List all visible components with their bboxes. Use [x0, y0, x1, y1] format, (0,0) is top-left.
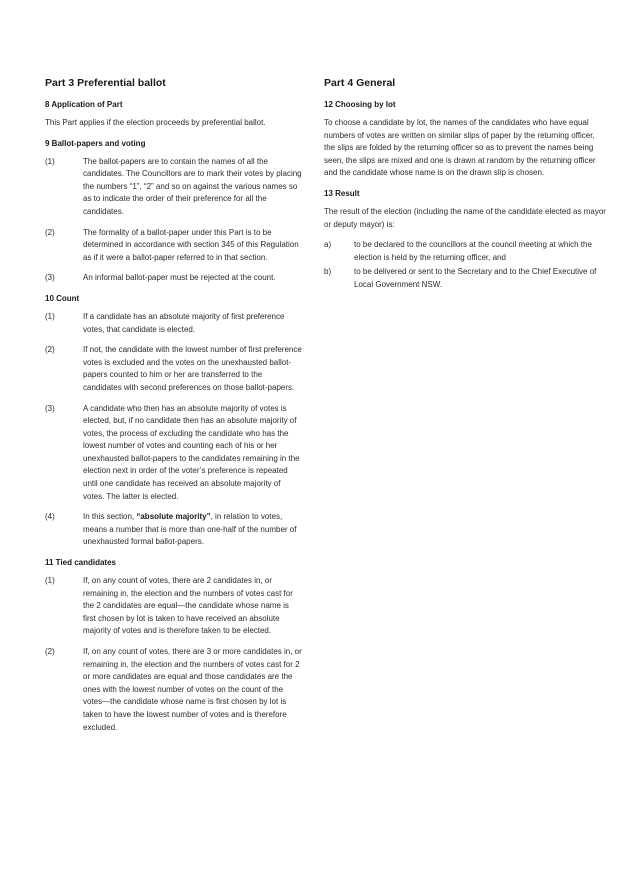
item-text-after: , in relation to votes, means a number that is more than one-half of the number of unexhausted formal ballot-papers.: [83, 512, 297, 547]
section-13-heading: 13 Result: [324, 188, 360, 198]
right-column: [324, 76, 606, 294]
section-9-item: [45, 156, 303, 219]
item-number: (1): [45, 311, 55, 321]
item-text: to be declared to the councillors at the council meeting at which the election is held by the returning officer, and: [354, 240, 592, 262]
section-11-item: [45, 575, 303, 638]
item-text: If, on any count of votes, there are 3 or more candidates in, or remaining in, the election and the numbers of votes cast for 2 or more candidates are equal and those candidates are the ones with the lowest number of votes on the count of the votes—the candidate whose name is first chosen by lot is taken to have the lowest number of votes and is therefore excluded.: [83, 647, 302, 732]
item-number: (2): [45, 227, 55, 237]
item-number: (4): [45, 512, 55, 522]
section-10-heading: 10 Count: [45, 293, 80, 303]
section-9-item: [45, 227, 303, 265]
item-text: The ballot-papers are to contain the names of all the candidates. The Councillors are to mark their votes by placing the numbers “1”, “2” and so on against the various names so as to indicate the order of their preference for all the candidates.: [83, 156, 302, 216]
section-9-heading: 9 Ballot-papers and voting: [45, 138, 146, 148]
item-letter: b): [324, 267, 332, 277]
section-13-text: The result of the election (including the name of the candidate elected as mayor or deputy mayor) is:: [324, 206, 606, 229]
section-13-item: [324, 266, 606, 291]
item-letter: a): [324, 240, 332, 250]
section-11-heading: 11 Tied candidates: [45, 558, 116, 568]
section-8-text: This Part applies if the election proceeds by preferential ballot.: [45, 118, 266, 127]
item-number: (1): [45, 156, 55, 166]
item-text: If, on any count of votes, there are 2 candidates in, or remaining in, the election and the numbers of votes cast for the 2 candidates are equal—the candidate whose name is first chosen by lot is taken to have received an absolute majority of votes and is therefore taken to be elected.: [83, 576, 293, 636]
section-9-item: [45, 272, 303, 285]
item-text: An informal ballot-paper must be rejected at the count.: [83, 273, 276, 283]
section-10-item: [45, 403, 303, 504]
section-13-item: [324, 239, 606, 264]
section-8-heading: 8 Application of Part: [45, 100, 123, 109]
section-12-text: To choose a candidate by lot, the names of the candidates who have equal numbers of votes are written on similar slips of paper by the returning officer, the slips are folded by the returning officer so as to prevent the names being seen, the slips are mixed and one is drawn at random by the returning officer and the candidate whose name is on the drawn slip is chosen.: [324, 118, 596, 178]
item-text: A candidate who then has an absolute majority of votes is elected, but, if no candidate then has an absolute majority of votes, the process of excluding the candidate who has the lowest number of votes and counting each of his or her unexhausted ballot-papers to the candidates remaining in the election next in order of the voter’s preference is repeated until one candidate has received an absolute majority of votes. The latter is elected.: [83, 403, 300, 501]
section-10-item: [45, 511, 303, 549]
section-12-heading: 12 Choosing by lot: [324, 100, 396, 109]
item-text: If not, the candidate with the lowest number of first preference votes is excluded and the votes on the unexhausted ballot-papers counted to him or her are transferred to the candidates with second preferences on those ballot-papers.: [83, 345, 302, 392]
defined-term: “absolute majority”: [136, 512, 211, 522]
item-text: The formality of a ballot-paper under this Part is to be determined in accordance with section 345 of this Regulation as if it were a ballot-paper referred to in that section.: [83, 227, 299, 262]
part-4-title: Part 4 General: [324, 77, 396, 89]
item-text: If a candidate has an absolute majority of first preference votes, that candidate is elected.: [83, 311, 285, 334]
item-number: (3): [45, 273, 55, 283]
item-text: to be delivered or sent to the Secretary and to the Chief Executive of Local Government NSW.: [354, 267, 597, 289]
item-number: (3): [45, 403, 55, 413]
part-3-title: Part 3 Preferential ballot: [45, 77, 166, 89]
section-10-item: [45, 344, 303, 394]
left-column: [45, 76, 303, 742]
section-11-item: [45, 646, 303, 734]
item-text-before: In this section,: [83, 512, 137, 522]
section-10-item: [45, 311, 303, 336]
item-number: (2): [45, 345, 55, 355]
item-number: (2): [45, 647, 55, 656]
item-number: (1): [45, 576, 55, 586]
